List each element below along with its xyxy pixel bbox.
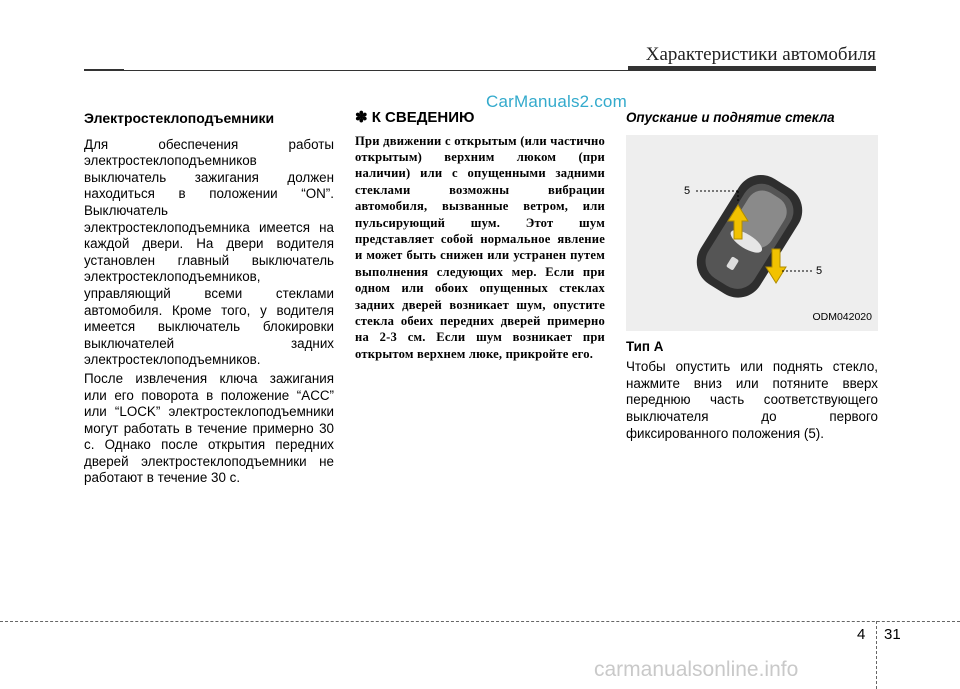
chapter-number: 4 [857, 626, 866, 643]
header-title: Характеристики автомобиля [645, 44, 876, 65]
watermark-top: CarManuals2.com [486, 92, 627, 111]
footer-divider [876, 621, 877, 689]
header-rule [84, 70, 876, 71]
watermark-bottom: carmanualsonline.info [594, 658, 799, 681]
window-switch-illustration [626, 135, 878, 331]
note-title: ✽ К СВЕДЕНИЮ [355, 109, 475, 126]
column-right [626, 110, 878, 444]
paragraph-1: Для обеспечения работы электростеклоподъемников выключатель зажигания должен находиться в положении “ON”. Выключатель электростеклоподъемника имеется на каждой двери. На двери водителя установлен главный выключатель электростеклоподъемников, управляющий всеми стеклами автомобиля. Кроме того, у водителя имеется выключатель блокировки выключателей задних электростеклоподъемников. [84, 136, 334, 368]
column-middle [355, 110, 605, 362]
section-heading: Электростеклоподъемники [84, 110, 275, 126]
type-title: Тип А [626, 338, 664, 354]
window-switch-figure [626, 135, 878, 331]
page-number: 31 [884, 626, 901, 643]
figure-code: ODM042020 [812, 311, 872, 323]
callout-bottom: 5 [816, 264, 823, 277]
type-text: Чтобы опустить или поднять стекло, нажмите вниз или потяните вверх переднюю часть соответствующего выключателя до первого фиксированного положения (5). [626, 359, 878, 441]
header-rule-thick [628, 66, 876, 70]
paragraph-2: После извлечения ключа зажигания или его поворота в положение “ACC” или “LOCK” электростеклоподъемники могут работать в течение примерно 30 с. Однако после открытия передних дверей электростеклоподъемники не работают в течение 30 с. [84, 370, 334, 486]
callout-top: 5 [684, 184, 691, 197]
column-left [84, 110, 334, 489]
footer-rule [0, 621, 960, 622]
note-text: При движении с открытым (или частично открытым) верхним люком (при наличии) или с опущенными задними стеклами возможны вибрации автомобиля, вызванные ветром, или пульсирующий шум. Этот шум представляет собой нормальное явление и может быть снижен или устранен путем выполнения следующих мер. Если при одном или обоих опущенных стеклах задних дверей возникает шум, опустите стекла обеих передних дверей примерно на 2-3 см. Если шум возникает при открытом верхнем люке, прикройте его. [355, 133, 605, 361]
subsection-title: Опускание и поднятие стекла [626, 110, 835, 125]
